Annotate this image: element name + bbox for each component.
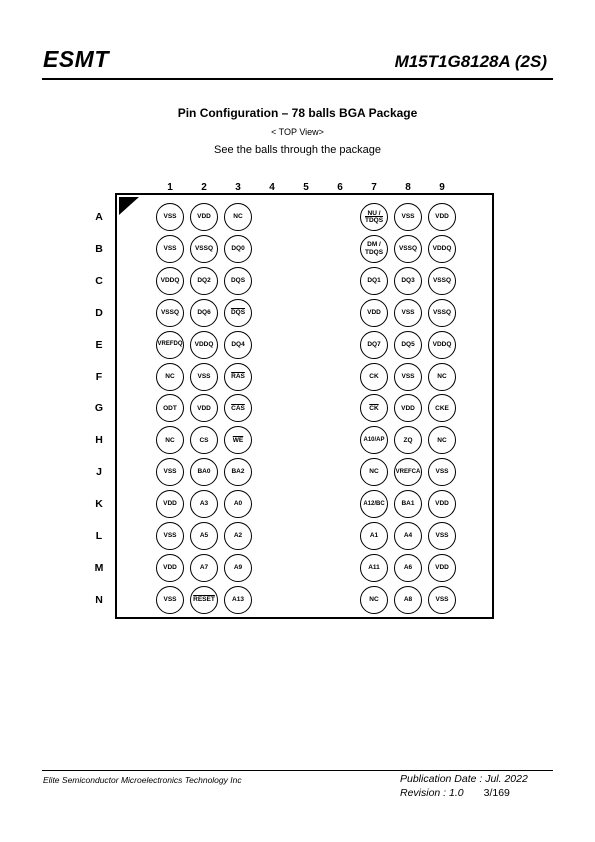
ball-label: DQ7 [367,340,381,348]
revision-line [400,787,528,801]
ball-label: VSS [197,372,211,380]
ball-label: DQ0 [231,245,245,253]
ball-label: VSS [435,532,449,540]
ball-label: VSSQ [398,245,418,253]
row-letter: H [95,434,103,447]
publication-date: Publication Date : Jul. 2022 [400,773,528,785]
column-number: 4 [269,182,275,193]
ball-label: DQ4 [231,340,245,348]
ball-label: A4 [403,532,413,540]
ball-label: ODT [163,404,177,412]
column-number: 1 [167,182,173,193]
ball-label: VSSQ [432,308,452,316]
ball-label: CK [369,372,379,380]
ball-label: VDD [401,404,415,412]
ball-label: A11 [368,564,380,572]
ball-label: NC [369,468,379,476]
row-letter: N [95,593,103,606]
view-label: < TOP View> [271,127,324,137]
ball-label: VDD [197,213,211,221]
ball-label: NU / [367,209,381,217]
header-divider [42,78,553,80]
footer-divider [42,770,553,771]
ball-label: VSS [163,596,177,604]
row-letter: E [95,338,103,351]
ball-label: VDD [435,564,449,572]
ball-label: $\overline{CAS}$ [231,404,245,412]
ball-label: A12/BC [363,500,385,507]
row-letter: B [95,242,103,255]
ball-label: VSS [401,372,415,380]
ball-label: A5 [199,532,209,540]
ball-label: VDD [197,404,211,412]
ball-label: VDD [163,500,177,508]
ball-label: A7 [199,564,209,572]
column-number: 8 [405,182,411,193]
ball-label: NC [437,436,447,444]
revision: Revision : 1.0 [400,786,464,799]
row-letter: K [95,498,103,511]
row-letter: G [94,402,104,415]
ball-label: VSSQ [432,277,452,285]
view-note: See the balls through the package [214,144,381,156]
row-letter: M [94,561,104,574]
ball-label: VSS [163,532,177,540]
row-letter: F [95,370,103,383]
ball-label: VDDQ [432,245,452,253]
package-outline [115,193,494,619]
part-number: M15T1G8128A (2S) [394,52,547,71]
row-letter: L [95,530,103,542]
row-letter: J [96,466,102,479]
column-number: 2 [201,182,207,193]
ball-label: NC [233,213,243,221]
ball-label: $\overline{WE}$ [232,436,244,444]
ball-label: A1 [369,532,379,540]
column-number: 5 [303,182,309,193]
ball-label: VSS [163,213,177,221]
column-number: 9 [439,182,445,193]
ball-label: DQ3 [401,277,415,285]
ball-label: VSS [435,596,449,604]
ball-label: VSSQ [194,245,214,253]
ball-label: CS [199,436,209,444]
column-number: 3 [235,182,241,193]
ball-label: VREFDQ [157,341,183,348]
ball-label: DQ1 [367,277,381,285]
ball-label: VDD [367,308,381,316]
ball-label: VDDQ [194,340,214,348]
ball-label: BA1 [401,500,415,508]
ball-label-line2: TDQS [364,217,384,224]
ball-label: A13 [232,596,244,604]
ball-label: CKE [435,404,449,412]
ball-label: VDDQ [432,340,452,348]
ball-label: DQ6 [197,308,211,316]
footer-company: Elite Semiconductor Microelectronics Technology Inc [43,775,242,785]
ball-label: $\overline{CK}$ [369,404,379,412]
ball-label: A2 [233,532,243,540]
footer-meta [400,773,528,800]
page-number: 3/169 [483,786,510,799]
column-number: 7 [371,182,377,193]
ball-label: NC [165,436,175,444]
ball-label: VDDQ [160,277,180,285]
ball-label: VDD [435,500,449,508]
ball-label-line2: TDQS [364,248,384,256]
ball-label: A10/AP [363,436,385,443]
column-number: 6 [337,182,343,193]
row-letter: C [95,274,103,287]
ball-label: VSS [401,213,415,221]
ball-label: NC [369,596,379,604]
ball-label: VSS [163,245,177,253]
ball-label: NC [165,372,175,380]
ball-label: DQS [230,277,246,285]
row-letter: D [95,306,103,319]
ball-label: BA2 [231,468,245,476]
ball-label: NC [437,372,447,380]
ball-label: VDD [435,213,449,221]
page-title: Pin Configuration – 78 balls BGA Package [177,106,418,120]
ball-label: VDD [163,564,177,572]
ball-label: DQ2 [197,277,211,285]
ball-label: A3 [199,500,209,508]
ball-label: A9 [233,564,243,572]
ball-label: $\overline{RAS}$ [231,372,245,380]
ball-label: $\overline{DQS}$ [230,308,246,316]
ball-label: VSS [401,308,415,316]
ball-label: VSS [435,468,449,476]
ball-label: ZQ [403,436,413,444]
ball-label: VSS [163,468,177,476]
ball-label: A0 [233,500,243,508]
ball-label: A8 [403,596,413,604]
ball-label: A6 [403,564,413,572]
ball-label: DM / [367,241,381,249]
ball-label: VREFCA [395,468,421,475]
ball-label: BA0 [197,468,211,476]
ball-label: RESET [193,596,215,604]
company-logo: ESMT [43,46,109,72]
row-letter: A [95,211,103,223]
ball-label: DQ5 [401,340,415,348]
ball-label: VSSQ [160,308,180,316]
